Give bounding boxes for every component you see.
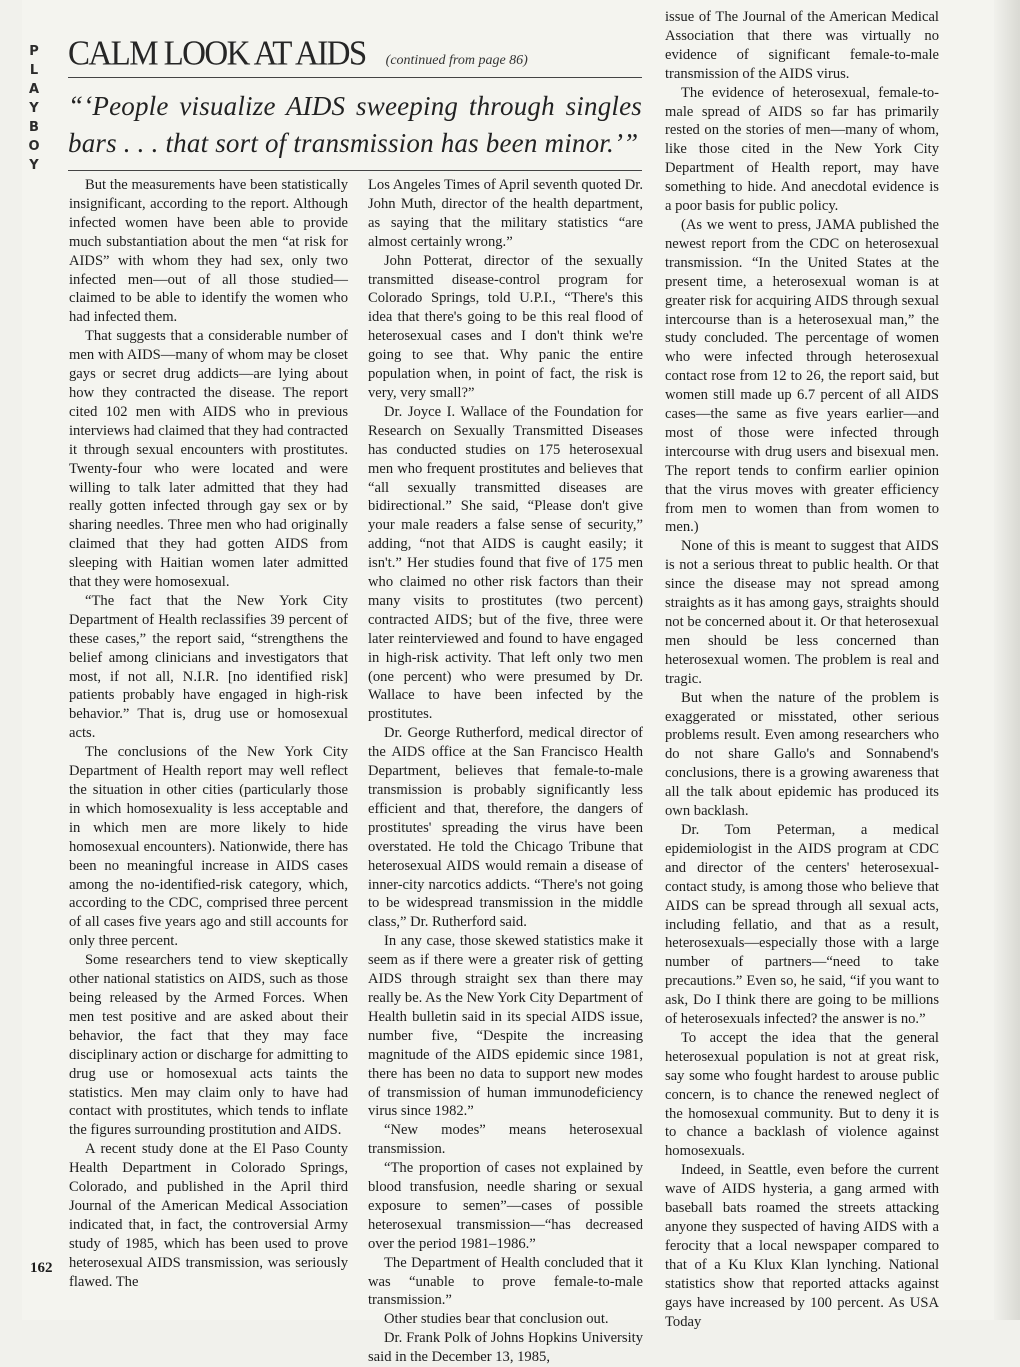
paragraph: Los Angeles Times of April seventh quoted Dr. John Muth, director of the health department, as saying that the military statistics “are almost certainly wrong.” <box>368 177 643 250</box>
paragraph: “The fact that the New York City Department of Health reclassifies 39 percent of these cases,” the report said, “strengthens the belief among clinicians and investigators that most, if not all, N.I.R. [no identified risk] patients probably have engaged in high-risk behavior.” That is, drug use or homosexual acts. <box>69 592 348 742</box>
magazine-letter: Y <box>29 101 39 116</box>
paragraph: The evidence of heterosexual, female-to-male spread of AIDS so far has primarily rested on the stories of men—many of whom, like those cited in the New York City Department of Health report, may have something to hide. And anecdotal evidence is a poor basis for public policy. <box>665 84 939 215</box>
magazine-letter: B <box>29 120 39 135</box>
text-column-1 <box>69 176 348 1291</box>
paragraph: The conclusions of the New York City Department of Health report may well reflect the situation in other cities (particularly those in which homosexuality is less acceptable and in which men are more likely to hide homosexual encounters). Nationwide, there has been no meaningful increase in AIDS cases among the no-identified-risk category, which, according to the CDC, comprised three percent of all cases five years ago and still accounts for only three percent. <box>69 744 348 950</box>
paragraph: That suggests that a considerable number of men with AIDS—many of whom may be closet gays or secret drug addicts—are lying about how they contracted the disease. The report cited 102 men with AIDS who in previous interviews had claimed that they had contracted it through sexual encounters with prostitutes. Twenty-four who were located and were willing to talk later admitted that they had really gotten infected through gay sex or by sharing needles. Three men who had originally claimed that they had gotten AIDS from sleeping with Haitian women later admitted that they were homosexual. <box>69 328 348 591</box>
paragraph: But the measurements have been statistically insignificant, according to the report. Although infected women have been able to provide much substantiation about the men “at risk for AIDS” with whom they had sex, only two infected men—out of all those studied—claimed to be able to identify the women who had infected them. <box>69 177 348 326</box>
magazine-letter: L <box>29 63 39 78</box>
magazine-letter: O <box>28 139 40 154</box>
paragraph: A recent study done at the El Paso County Health Department in Colorado Springs, Colorado, and published in the April third Journal of the American Medical Association indicated that, in fact, the controversial Army study of 1985, which has been used to prove heterosexual AIDS transmission, was seriously flawed. The <box>69 1141 348 1290</box>
paragraph: Other studies bear that conclusion out. <box>384 1311 609 1328</box>
paragraph: issue of The Journal of the American Medical Association that there was virtually no evidence of significant female-to-male transmission of the AIDS virus. <box>665 9 939 82</box>
text-column-2 <box>368 176 643 1367</box>
pull-quote: “‘People visualize AIDS sweeping through singles bars . . . that sort of transmission has been minor.’” <box>68 91 642 158</box>
paragraph: In any case, those skewed statistics make it seem as if there were a greater risk of getting AIDS through straight sex than there may really be. As the New York City Department of Health bulletin said in its special AIDS issue, number five, “Despite the increasing magnitude of the AIDS epidemic since 1981, there has been no data to support new modes of transmission of human immunodeficiency virus since 1982.” <box>368 933 643 1120</box>
paragraph: Indeed, in Seattle, even before the current wave of AIDS hysteria, a gang armed with baseball bats roamed the streets attacking anyone they suspected of having AIDS with a ferocity that a local newspaper compared to that of a Ku Klux Klan lynching. National statistics show that reported attacks against gays have increased by 100 percent. As USA Today <box>665 1162 939 1330</box>
pull-quote-rule <box>68 170 642 171</box>
magazine-name-vertical <box>24 42 44 175</box>
paragraph: “New modes” means heterosexual transmission. <box>368 1122 643 1158</box>
title-row <box>68 36 642 73</box>
magazine-letter: P <box>29 44 39 59</box>
paragraph: To accept the idea that the general heterosexual population is not at great risk, say some who fought hardest to arouse public concern, is to chance the renewed neglect of the homosexual community. But to deny it is to chance a backlash of violence against homosexuals. <box>665 1029 939 1160</box>
paragraph: Some researchers tend to view skeptically other national statistics on AIDS, such as those being released by the Armed Forces. When men test positive and are asked about their behavior, the fact that they may face disciplinary action or discharge for admitting to drug use or homosexual acts taints the statistics. Men may claim only to have had contact with prostitutes, which tends to inflate the figures surrounding prostitution and AIDS. <box>69 952 348 1139</box>
paragraph: Dr. George Rutherford, medical director of the AIDS office at the San Francisco Health Department, believes that female-to-male transmission is probably significantly less efficient and that, therefore, the dangers of prostitutes' spreading the virus have been overstated. He told the Chicago Tribune that heterosexual AIDS would remain a disease of inner-city narcotics addicts. “There's not going to be widespread transmission in the middle class,” Dr. Rutherford said. <box>368 725 643 931</box>
paragraph: The Department of Health concluded that it was “unable to prove female-to-male transmission.” <box>368 1254 643 1309</box>
page-number: 162 <box>30 1260 53 1276</box>
magazine-letter: Y <box>29 158 39 173</box>
article-header <box>68 36 642 171</box>
paragraph: Dr. Frank Polk of Johns Hopkins University said in the December 13, 1985, <box>368 1330 643 1366</box>
paragraph: None of this is meant to suggest that AIDS is not a serious threat to public health. Or that since the disease may not spread among straights as it has among gays, straights should not be concerned about it. Or that heterosexual men should be less concerned than heterosexual women. The problem is real and tragic. <box>665 538 939 687</box>
text-column-3 <box>665 8 939 1331</box>
paragraph: John Potterat, director of the sexually transmitted disease-control program for Colorado Springs, told U.P.I., “There's this idea that there's going to be this real flood of heterosexual cases and I don't think we're going to see that. Why panic the entire population when, in point of fact, the risk is very, very small?” <box>368 252 643 401</box>
article-title: CALM LOOK AT AIDS <box>68 35 366 73</box>
page-edge-shadow <box>994 0 1020 1320</box>
paragraph: (As we went to press, JAMA published the newest report from the CDC on heterosexual transmission. “In the United States at the present time, a heterosexual woman is at greater risk for acquiring AIDS through sexual intercourse than is a heterosexual man,” the study concluded. The percentage of women who were infected through heterosexual contact rose from 12 to 26, the report said, but women still made up 6.7 percent of all AIDS cases—the same as five years earlier—and most of those were infected through intercourse with drug users and bisexual men. The report tends to confirm earlier opinion that the virus moves with greater efficiency from men to women than from women to men.) <box>665 216 939 536</box>
continued-note: (continued from page 86) <box>385 53 528 68</box>
paragraph: But when the nature of the problem is exaggerated or misstated, other serious problems result. Even among researchers who do not share Gallo's and Sonnabend's conclusions, there is a growing awareness that all the talk about epidemic has produced its own backlash. <box>665 689 939 820</box>
paragraph: Dr. Joyce I. Wallace of the Foundation for Research on Sexually Transmitted Diseases has conducted studies on 175 heterosexual men who frequent prostitutes and believes that “all sexually transmitted diseases are bidirectional.” She said, “Please don't give your male readers a false sense of security,” adding, “not that AIDS is caught easily; it isn't.” Her studies found that five of 175 men who claimed no other risk factors than their many visits to prostitutes (two percent) contracted AIDS; but of the five, three were later reinterviewed and found to have engaged in high-risk activity. That left only two men (one percent) who were presumed by Dr. Wallace to have been infected by the prostitutes. <box>368 403 643 723</box>
paragraph: Dr. Tom Peterman, a medical epidemiologist in the AIDS program at CDC and director of the centers' heterosexual-contact study, is among those who believe that AIDS can be spread through all sexual acts, including fellatio, and that as a result, heterosexuals—especially those with a large number of partners—“need to take precautions.” Even so, he said, “if you want to ask, Do I think there are going to be millions of heterosexuals infected? the answer is no.” <box>665 821 939 1028</box>
header-rule <box>68 77 642 78</box>
paragraph: “The proportion of cases not explained by blood transfusion, needle sharing or sexual exposure to semen”—cases of possible heterosexual transmission—“has decreased over the period 1981–1986.” <box>368 1160 643 1252</box>
magazine-letter: A <box>28 82 40 97</box>
